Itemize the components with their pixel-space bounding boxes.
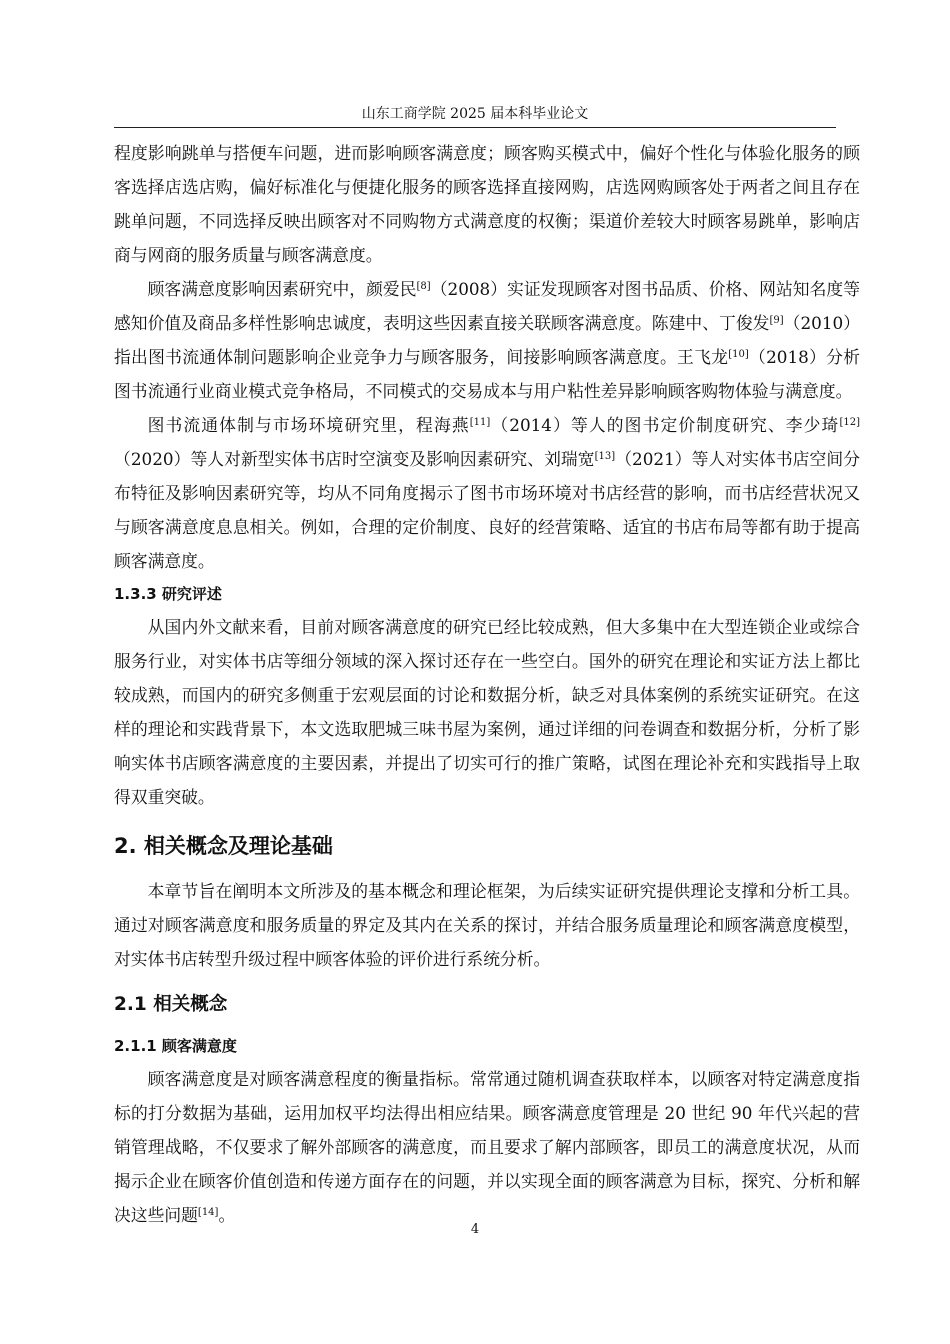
- text-run: （2008）实证发现顾客对图书品质、价格、网站知名度等感知价值及商品多样性影响忠诚度，表明这些因素直接关联顾客满意度。陈建中、丁俊发: [114, 279, 860, 333]
- text-run: （2014）等人的图书定价制度研究、李少琦: [490, 415, 840, 435]
- paragraph-market-environment: [114, 408, 860, 578]
- subsection-heading-2-1-1: 2.1.1 顾客满意度: [114, 1037, 237, 1055]
- subsection-heading-1-3-3: 1.3.3 研究评述: [114, 585, 222, 603]
- paragraph-continuation: 程度影响跳单与搭便车问题，进而影响顾客满意度；顾客购买模式中，偏好个性化与体验化服务的顾客选择店选店购，偏好标准化与便捷化服务的顾客选择直接网购，店选网购顾客处于两者之间且存在跳单问题，不同选择反映出顾客对不同购物方式满意度的权衡；渠道价差较大时顾客易跳单，影响店商与网商的服务质量与顾客满意度。: [114, 143, 860, 265]
- text-run: （2018）分析图书流通行业商业模式竞争格局，不同模式的交易成本与用户粘性差异影响顾客购物体验与满意度。: [114, 347, 860, 401]
- paragraph-research-review: 从国内外文献来看，目前对顾客满意度的研究已经比较成熟，但大多集中在大型连锁企业或综合服务行业，对实体书店等细分领域的深入探讨还存在一些空白。国外的研究在理论和实证方法上都比较成熟，而国内的研究多侧重于宏观层面的讨论和数据分析，缺乏对具体案例的系统实证研究。在这样的理论和实践背景下，本文选取肥城三味书屋为案例，通过详细的问卷调查和数据分析，分析了影响实体书店顾客满意度的主要因素，并提出了切实可行的推广策略，试图在理论补充和实践指导上取得双重突破。: [114, 617, 860, 807]
- text-run: 顾客满意度是对顾客满意程度的衡量指标。常常通过随机调查获取样本，以顾客对特定满意度指标的打分数据为基础，运用加权平均法得出相应结果。顾客满意度管理是 20 世纪 90 年代兴起的营销管理战略，不仅要求了解外部顾客的满意度，而且要求了解内部顾客，即员工的满意度状况，从而揭示企业在顾客价值创造和传递方面存在的问题，并以实现全面的顾客满意为目标，探究、分析和解决这些问题: [114, 1069, 860, 1225]
- text-run: （2020）等人对新型实体书店时空演变及影响因素研究、刘瑞宽: [114, 449, 595, 469]
- citation-ref: [13]: [594, 451, 616, 462]
- text-run: 图书流通体制与市场环境研究里，程海燕: [147, 415, 470, 435]
- section-heading-2-1: 2.1 相关概念: [114, 994, 228, 1015]
- running-header: 山东工商学院 2025 届本科毕业论文: [114, 104, 836, 128]
- citation-ref: [9]: [769, 315, 784, 326]
- text-run: （2021）等人对实体书店空间分布特征及影响因素研究等，均从不同角度揭示了图书市场环境对书店经营的影响，而书店经营状况又与顾客满意度息息相关。例如，合理的定价制度、良好的经营策略、适宜的书店布局等都有助于提高顾客满意度。: [114, 449, 860, 571]
- paragraph-satisfaction-factors: [114, 272, 860, 408]
- text-run: （2010）指出图书流通体制问题影响企业竞争力与顾客服务，间接影响顾客满意度。王飞龙: [114, 313, 860, 367]
- citation-ref: [14]: [197, 1207, 219, 1218]
- paragraph-customer-satisfaction: [114, 1062, 860, 1232]
- text-run: 。: [218, 1205, 236, 1225]
- citation-ref: [11]: [469, 417, 491, 428]
- body-content: [114, 136, 860, 1232]
- citation-ref: [10]: [728, 349, 749, 360]
- citation-ref: [8]: [416, 281, 431, 292]
- page-number: 4: [470, 1222, 480, 1237]
- text-run: 顾客满意度影响因素研究中，颜爱民: [147, 279, 417, 299]
- chapter-heading-2: 2. 相关概念及理论基础: [114, 834, 333, 858]
- paragraph-chapter-intro: 本章节旨在阐明本文所涉及的基本概念和理论框架，为后续实证研究提供理论支撑和分析工具。通过对顾客满意度和服务质量的界定及其内在关系的探讨，并结合服务质量理论和顾客满意度模型，对实体书店转型升级过程中顾客体验的评价进行系统分析。: [114, 881, 860, 969]
- citation-ref: [12]: [839, 417, 860, 428]
